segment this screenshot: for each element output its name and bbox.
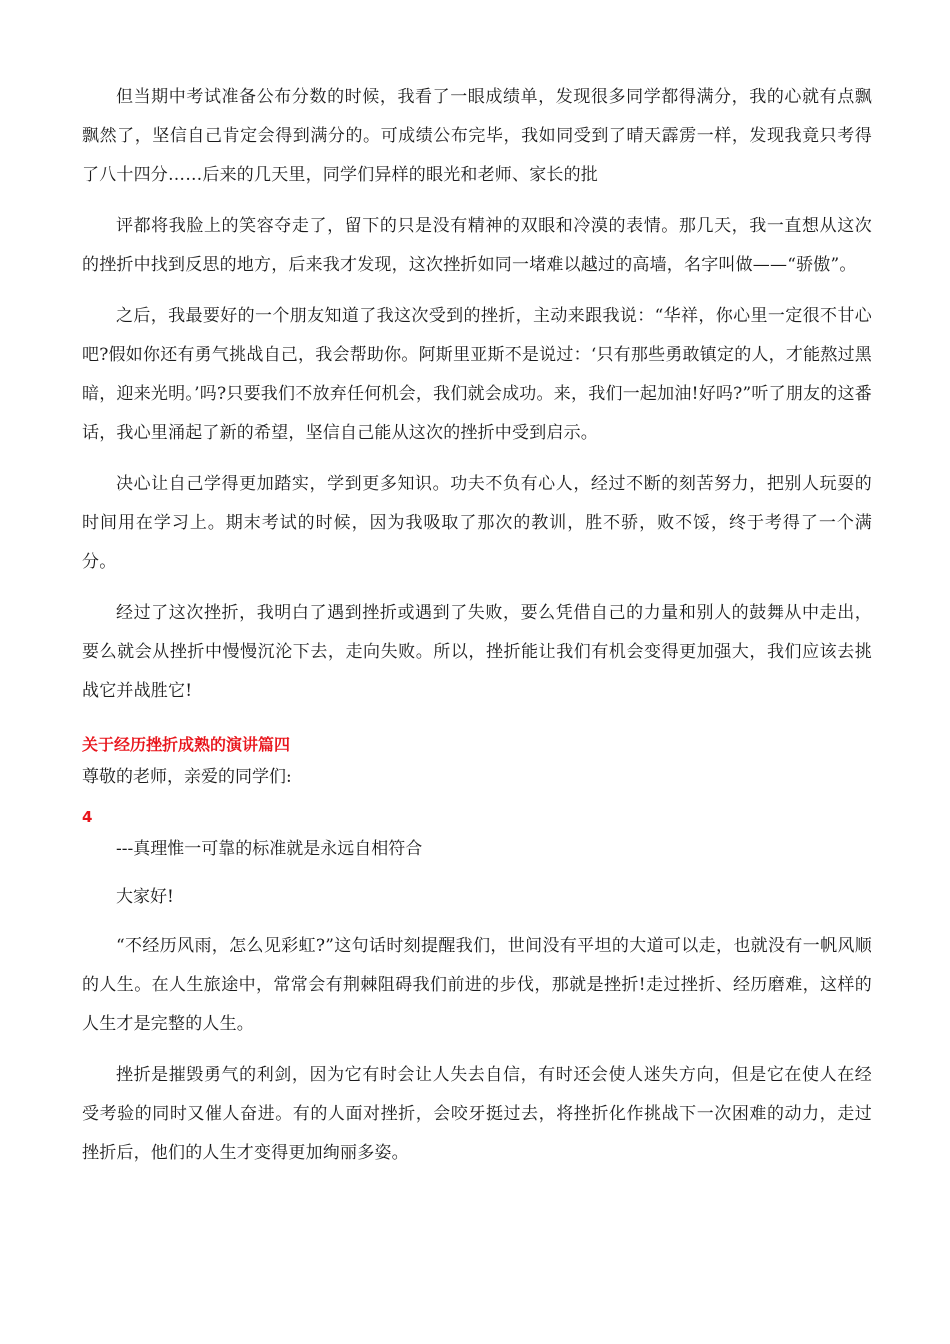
paragraph: 经过了这次挫折，我明白了遇到挫折或遇到了失败，要么凭借自己的力量和别人的鼓舞从中走出，要么就会从挫折中慢慢沉沦下去，走向失败。所以，挫折能让我们有机会变得更加强大，我们应该去挑战它并战胜它! (82, 603, 872, 701)
document-page (82, 78, 872, 1173)
epigraph: ---真理惟一可靠的标准就是永远自相符合 (116, 839, 423, 859)
greeting: 大家好! (116, 887, 174, 907)
paragraph: 决心让自己学得更加踏实，学到更多知识。功夫不负有心人，经过不断的刻苦努力，把别人玩耍的时间用在学习上。期末考试的时候，因为我吸取了那次的教训，胜不骄，败不馁，终于考得了一个满分。 (82, 474, 872, 572)
paragraph: 评都将我脸上的笑容夺走了，留下的只是没有精神的双眼和冷漠的表情。那几天，我一直想从这次的挫折中找到反思的地方，后来我才发现，这次挫折如同一堵难以越过的高墙，名字叫做——“骄傲”。 (82, 216, 872, 275)
paragraph: 但当期中考试准备公布分数的时候，我看了一眼成绩单，发现很多同学都得满分，我的心就有点飘飘然了，坚信自己肯定会得到满分的。可成绩公布完毕，我如同受到了晴天霹雳一样，发现我竟只考得了八十四分……后来的几天里，同学们异样的眼光和老师、家长的批 (82, 87, 872, 185)
section-heading: 关于经历挫折成熟的演讲篇四 (82, 735, 291, 754)
paragraph: 挫折是摧毁勇气的利剑，因为它有时会让人失去自信，有时还会使人迷失方向，但是它在使人在经受考验的同时又催人奋进。有的人面对挫折，会咬牙挺过去，将挫折化作挑战下一次困难的动力，走过挫折后，他们的人生才变得更加绚丽多姿。 (82, 1065, 872, 1163)
paragraph: 之后，我最要好的一个朋友知道了我这次受到的挫折，主动来跟我说：“华祥，你心里一定很不甘心吧?假如你还有勇气挑战自己，我会帮助你。阿斯里亚斯不是说过：‘只有那些勇敢镇定的人，才能熬过黑暗，迎来光明。’吗?只要我们不放弃任何机会，我们就会成功。来，我们一起加油!好吗?”听了朋友的这番话，我心里涌起了新的希望，坚信自己能从这次的挫折中受到启示。 (82, 306, 872, 443)
section-number: 4 (82, 808, 93, 826)
salutation: 尊敬的老师，亲爱的同学们: (82, 767, 292, 787)
paragraph: “不经历风雨，怎么见彩虹?”这句话时刻提醒我们，世间没有平坦的大道可以走，也就没有一帆风顺的人生。在人生旅途中，常常会有荆棘阻碍我们前进的步伐，那就是挫折!走过挫折、经历磨难，这样的人生才是完整的人生。 (82, 936, 872, 1034)
